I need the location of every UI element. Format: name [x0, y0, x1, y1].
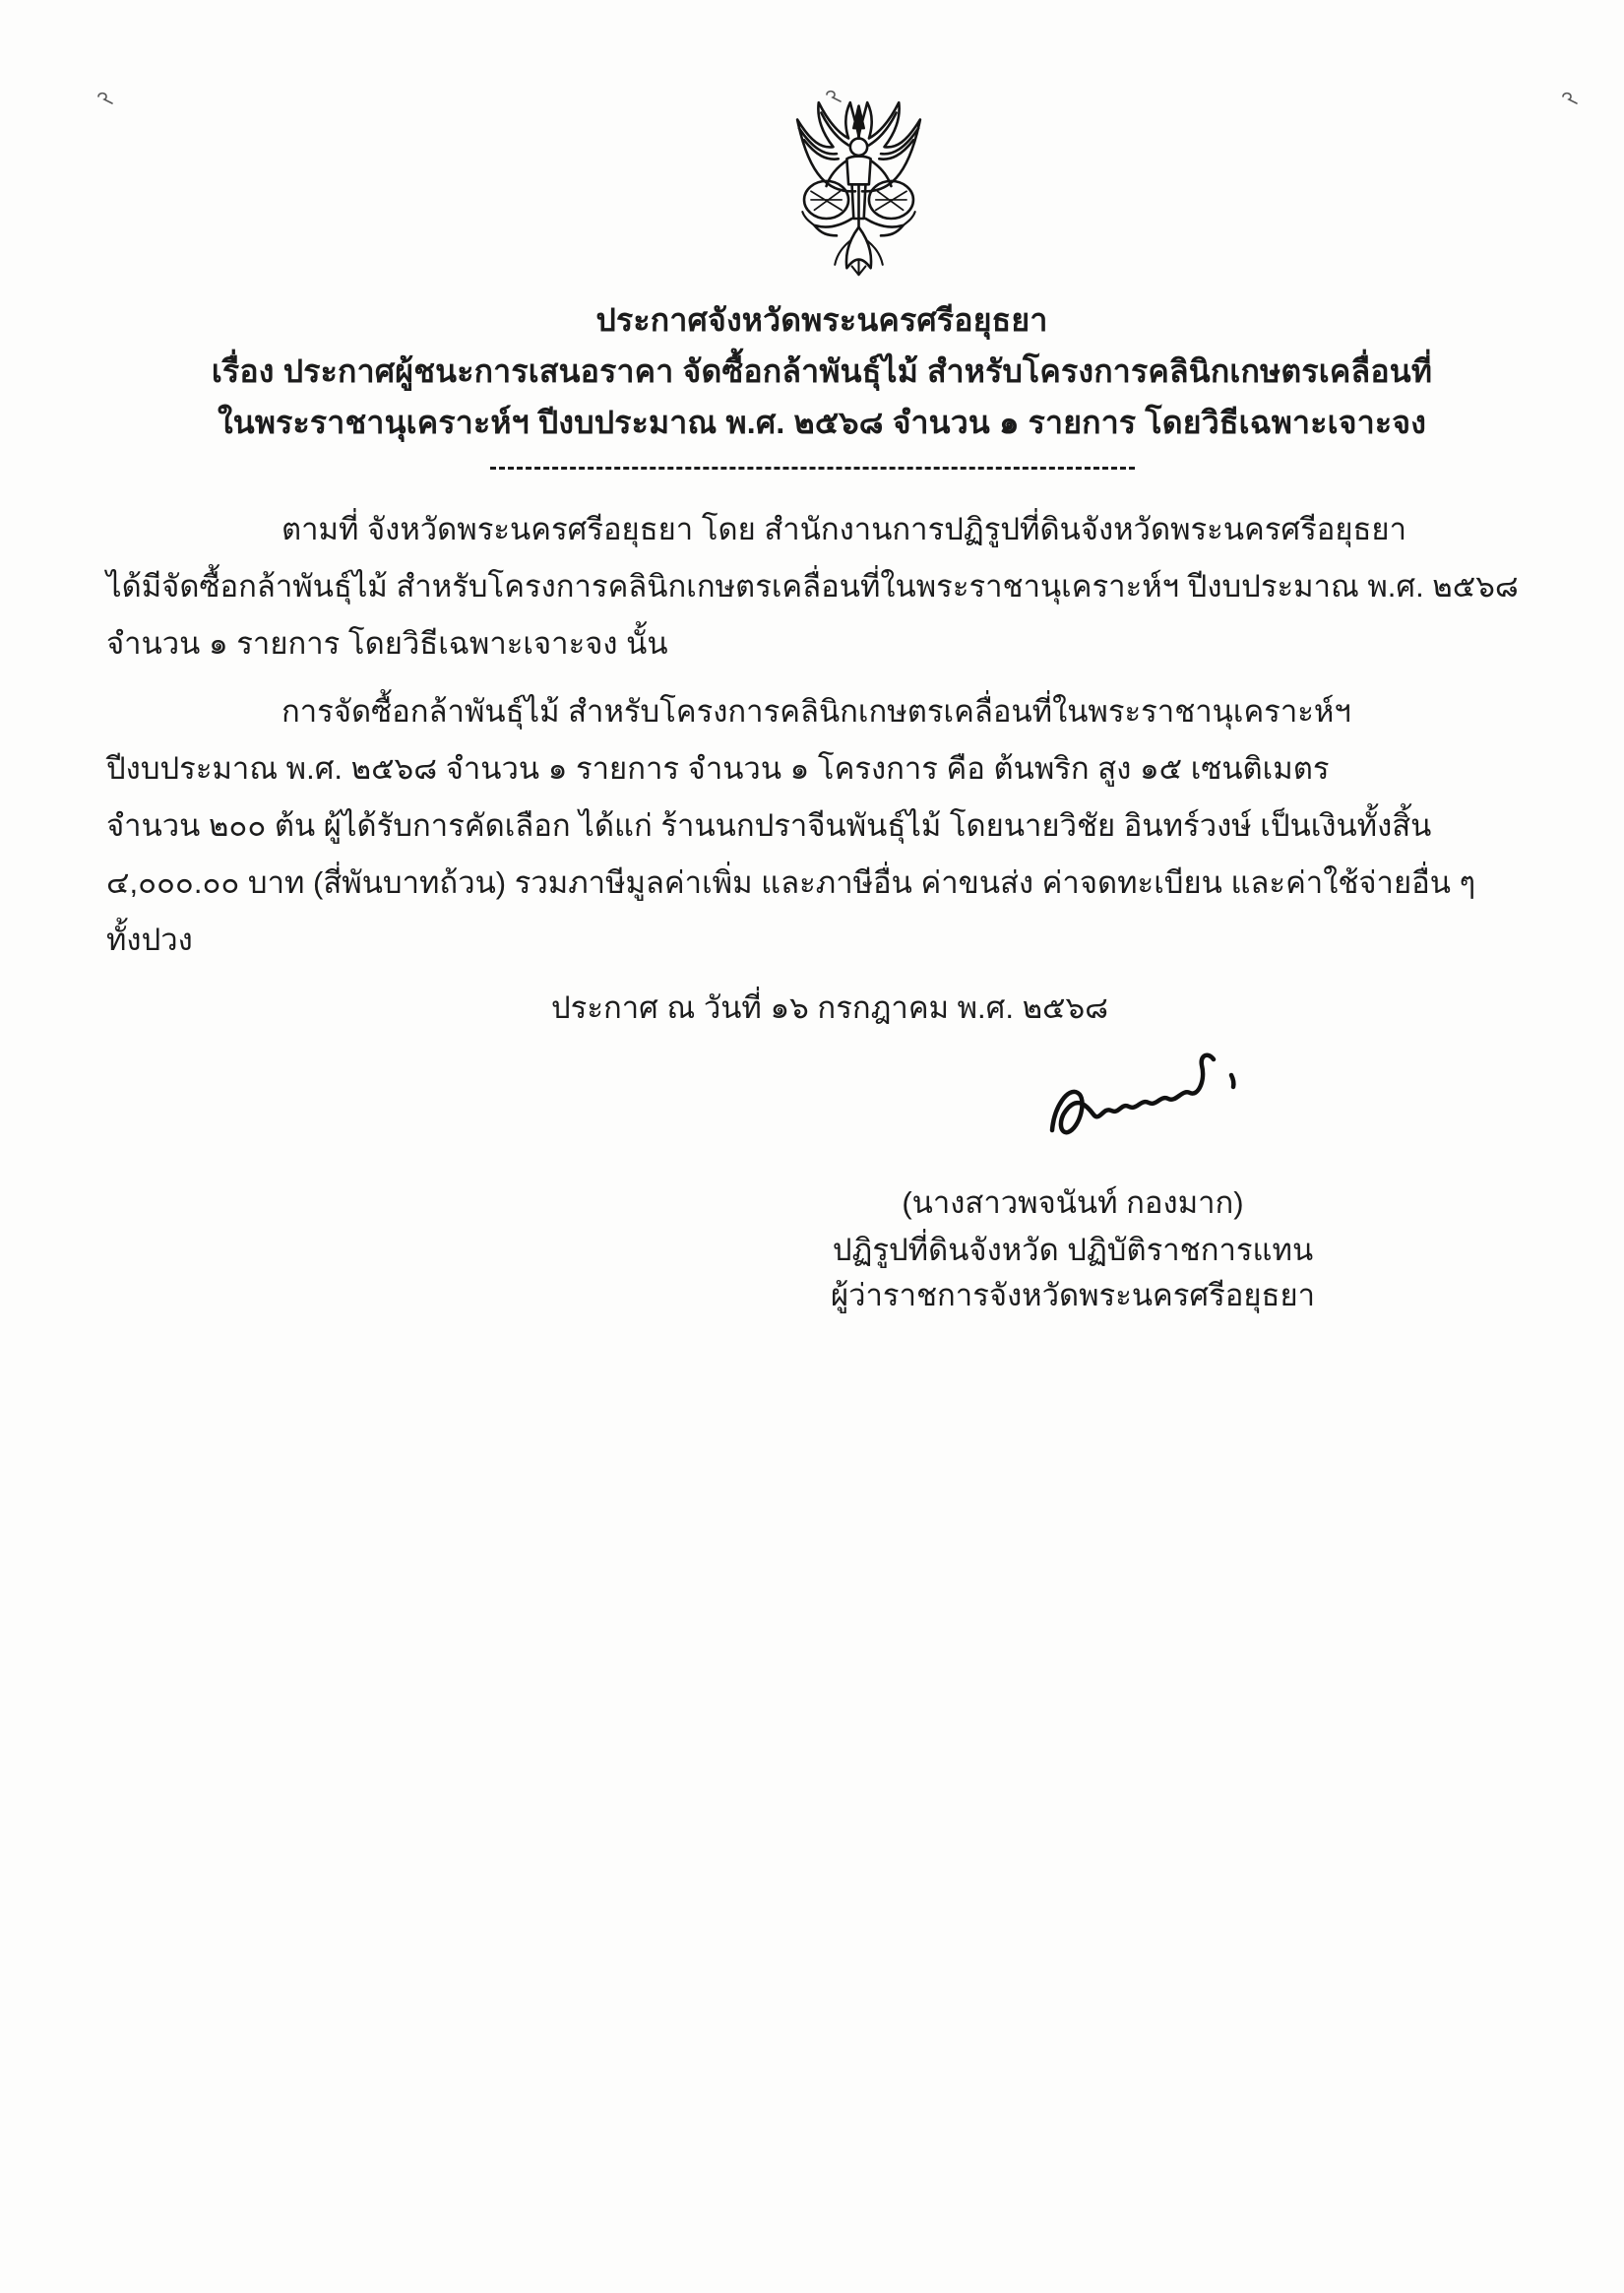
signature-icon: [1038, 1046, 1265, 1164]
garuda-emblem-icon: [773, 91, 945, 295]
announcement-date: ประกาศ ณ วันที่ ๑๖ กรกฎาคม พ.ศ. ๒๕๖๘: [551, 990, 1109, 1025]
stray-mark-icon: [94, 89, 118, 108]
announcement-subject-line1: เรื่อง ประกาศผู้ชนะการเสนอราคา จัดซื้อกล้าพันธุ์ไม้ สำหรับโครงการคลินิกเกษตรเคลื่อนที่: [211, 353, 1433, 389]
signer-name: (นางสาวพจนันท์ กองมาก): [902, 1185, 1244, 1220]
announcement-subject-line2: ในพระราชานุเคราะห์ฯ ปีงบประมาณ พ.ศ. ๒๕๖๘ จำนวน ๑ รายการ โดยวิธีเฉพาะเจาะจง: [217, 405, 1427, 440]
paragraph2-line1: การจัดซื้อกล้าพันธุ์ไม้ สำหรับโครงการคลินิกเกษตรเคลื่อนที่ในพระราชานุเคราะห์ฯ: [281, 694, 1351, 729]
paragraph2-line2: ปีงบประมาณ พ.ศ. ๒๕๖๘ จำนวน ๑ รายการ จำนวน ๑ โครงการ คือ ต้นพริก สูง ๑๕ เซนติเมตร: [106, 751, 1330, 786]
signer-title-line2: ผู้ว่าราชการจังหวัดพระนครศรีอยุธยา: [830, 1278, 1316, 1312]
paragraph1-line2: ได้มีจัดซื้อกล้าพันธุ์ไม้ สำหรับโครงการคลินิกเกษตรเคลื่อนที่ในพระราชานุเคราะห์ฯ ปีงบประมาณ พ.ศ. ๒๕๖๘: [106, 569, 1519, 604]
paragraph2-line4: ๔,๐๐๐.๐๐ บาท (สี่พันบาทถ้วน) รวมภาษีมูลค่าเพิ่ม และภาษีอื่น ค่าขนส่ง ค่าจดทะเบียน และค่าใช้จ่ายอื่น ๆ: [106, 865, 1476, 900]
announcement-title: ประกาศจังหวัดพระนครศรีอยุธยา: [595, 302, 1048, 338]
paragraph1-line3: จำนวน ๑ รายการ โดยวิธีเฉพาะเจาะจง นั้น: [106, 626, 668, 661]
paragraph2-line5: ทั้งปวง: [106, 923, 193, 957]
signer-title-line1: ปฏิรูปที่ดินจังหวัด ปฏิบัติราชการแทน: [832, 1233, 1314, 1267]
dashed-separator: [490, 467, 1135, 470]
paragraph2-line3: จำนวน ๒๐๐ ต้น ผู้ได้รับการคัดเลือก ได้แก่ ร้านนกปราจีนพันธุ์ไม้ โดยนายวิชัย อินทร์วงษ์ เป็นเงินทั้งสิ้น: [106, 808, 1432, 843]
stray-mark-icon: [1559, 89, 1583, 108]
paragraph1-line1: ตามที่ จังหวัดพระนครศรีอยุธยา โดย สำนักงานการปฏิรูปที่ดินจังหวัดพระนครศรีอยุธยา: [281, 512, 1407, 546]
